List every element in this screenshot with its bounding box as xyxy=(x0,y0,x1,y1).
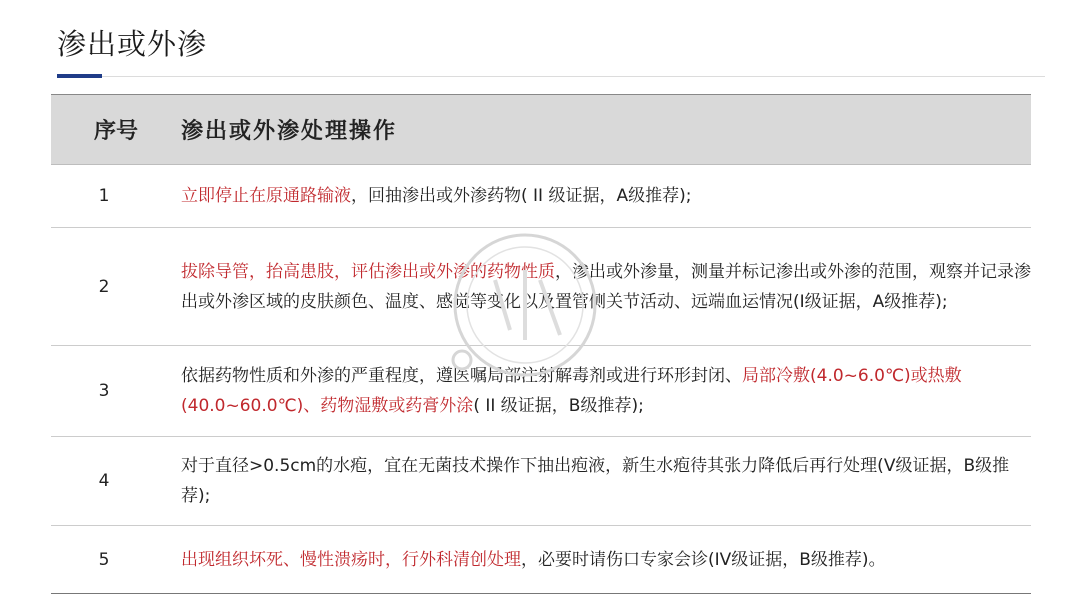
body-text: ，渗出或外渗量，测量并标记渗出或外渗的范围，观察并记录渗出或外渗区域的皮肤颜色、温度、感觉等变化以及置管侧关节活动、远端血运情况(I级证据，A级推荐); xyxy=(181,261,1031,312)
row-operation-text xyxy=(157,257,1031,317)
row-operation-text xyxy=(157,181,1031,211)
row-number: 1 xyxy=(98,186,110,206)
header-number: 序号 xyxy=(93,119,138,144)
row-operation-text xyxy=(157,451,1031,511)
row-number: 5 xyxy=(98,549,110,570)
highlight-text: 局部冷敷(4.0~6.0℃)或热敷(40.0~60.0℃)、药物湿敷或药膏外涂 xyxy=(181,366,962,416)
title-accent-bar xyxy=(57,74,102,78)
highlight-text: 立即停止在原通路输液 xyxy=(181,186,351,206)
body-text: ，回抽渗出或外渗药物( II 级证据，A级推荐); xyxy=(351,186,692,206)
title-divider xyxy=(57,76,1045,77)
table-row xyxy=(51,437,1031,526)
table-row xyxy=(51,346,1031,437)
body-text: ，必要时请伤口专家会诊(IV级证据，B级推荐)。 xyxy=(521,549,886,570)
header-operation: 渗出或外渗处理操作 xyxy=(181,119,398,144)
table-row xyxy=(51,526,1031,594)
table-row xyxy=(51,165,1031,228)
body-text: ( II 级证据，B级推荐); xyxy=(473,396,644,416)
row-number: 4 xyxy=(98,471,110,491)
treatment-table xyxy=(51,94,1031,594)
table-header xyxy=(51,95,1031,165)
highlight-text: 出现组织坏死、慢性溃疡时，行外科清创处理 xyxy=(181,549,521,570)
row-number: 3 xyxy=(98,381,110,401)
table-row xyxy=(51,228,1031,346)
body-text: 依据药物性质和外渗的严重程度，遵医嘱局部注射解毒剂或进行环形封闭、 xyxy=(181,366,742,386)
body-text: 对于直径>0.5cm的水疱，宜在无菌技术操作下抽出疱液，新生水疱待其张力降低后再行处理(V级证据，B级推荐); xyxy=(181,456,1010,506)
row-number: 2 xyxy=(98,276,110,297)
highlight-text: 拔除导管，抬高患肢，评估渗出或外渗的药物性质 xyxy=(181,261,555,282)
row-operation-text xyxy=(157,361,1031,421)
page-title: 渗出或外渗 xyxy=(57,27,208,61)
row-operation-text xyxy=(157,545,1031,575)
